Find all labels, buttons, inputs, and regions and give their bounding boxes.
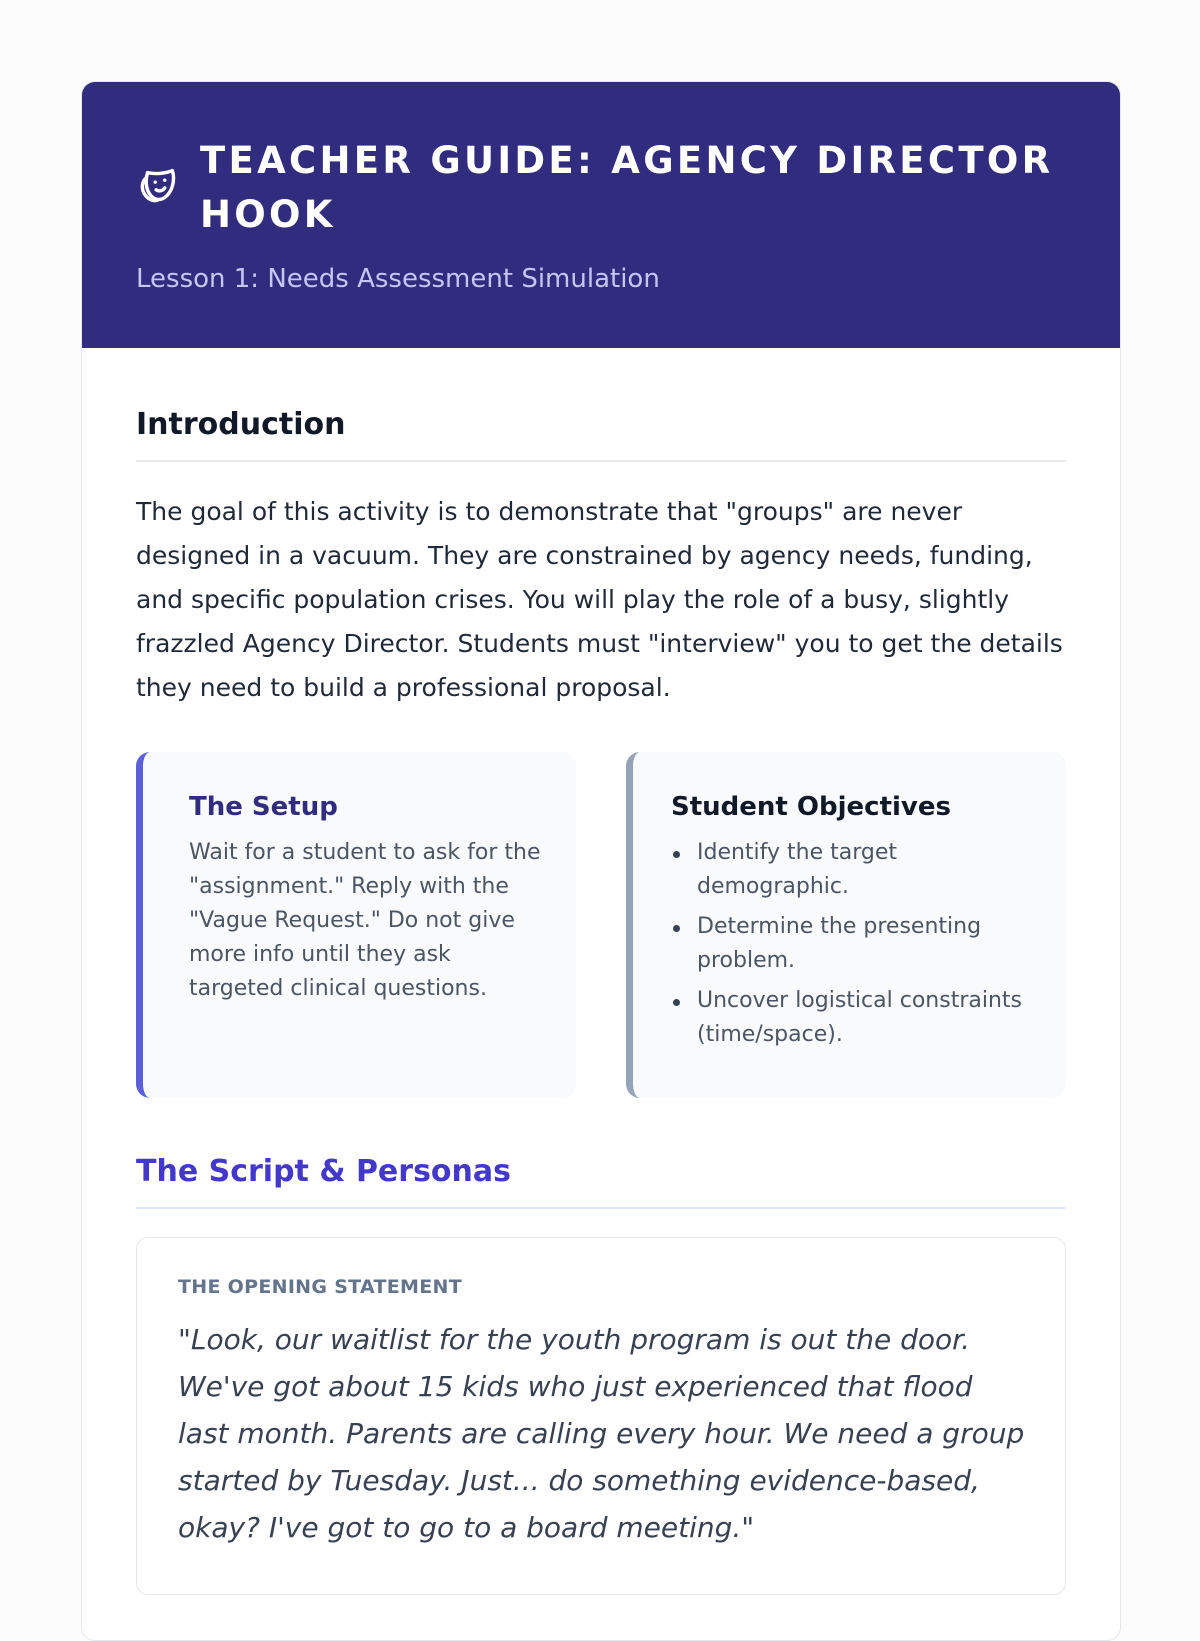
opening-statement-box — [136, 1237, 1066, 1595]
setup-title: The Setup — [189, 792, 338, 822]
script-heading: The Script & Personas — [136, 1098, 1066, 1209]
objectives-list — [671, 836, 1036, 1052]
page-title: TEACHER GUIDE: AGENCY DIRECTOR HOOK — [200, 139, 1054, 236]
guide-header — [82, 82, 1120, 348]
opening-statement-label: THE OPENING STATEMENT — [178, 1276, 462, 1298]
list-item: Determine the presenting problem. — [671, 910, 1036, 978]
setup-box — [136, 752, 576, 1098]
bullet-icon — [673, 851, 680, 858]
guide-body — [82, 348, 1120, 1595]
opening-statement-quote: "Look, our waitlist for the youth program is out the door. We've got about 15 kids who just experienced that flood last month. Parents are calling every hour. We need a group started by Tuesday. Just... do something evidence-based, okay? I've got to go to a board meeting." — [178, 1323, 1025, 1544]
introduction-heading: Introduction — [136, 348, 1066, 462]
teacher-guide-card — [81, 81, 1121, 1641]
title-row — [136, 134, 1066, 242]
theater-mask-icon — [136, 163, 182, 209]
bullet-icon — [673, 999, 680, 1006]
lesson-subtitle: Lesson 1: Needs Assessment Simulation — [136, 264, 660, 294]
objectives-title: Student Objectives — [671, 792, 951, 822]
bullet-icon — [673, 925, 680, 932]
setup-text: Wait for a student to ask for the "assignment." Reply with the "Vague Request." Do not give more info until they ask targeted clinical questions. — [189, 840, 541, 1001]
info-boxes — [136, 752, 1066, 1098]
list-item: Uncover logistical constraints (time/space). — [671, 984, 1036, 1052]
introduction-text: The goal of this activity is to demonstrate that "groups" are never designed in a vacuum. They are constrained by agency needs, funding, and specific population crises. You will play the role of a busy, slightly frazzled Agency Director. Students must "interview" you to get the details they need to build a professional proposal. — [136, 497, 1063, 702]
objectives-box — [626, 752, 1066, 1098]
list-item: Identify the target demographic. — [671, 836, 1036, 904]
